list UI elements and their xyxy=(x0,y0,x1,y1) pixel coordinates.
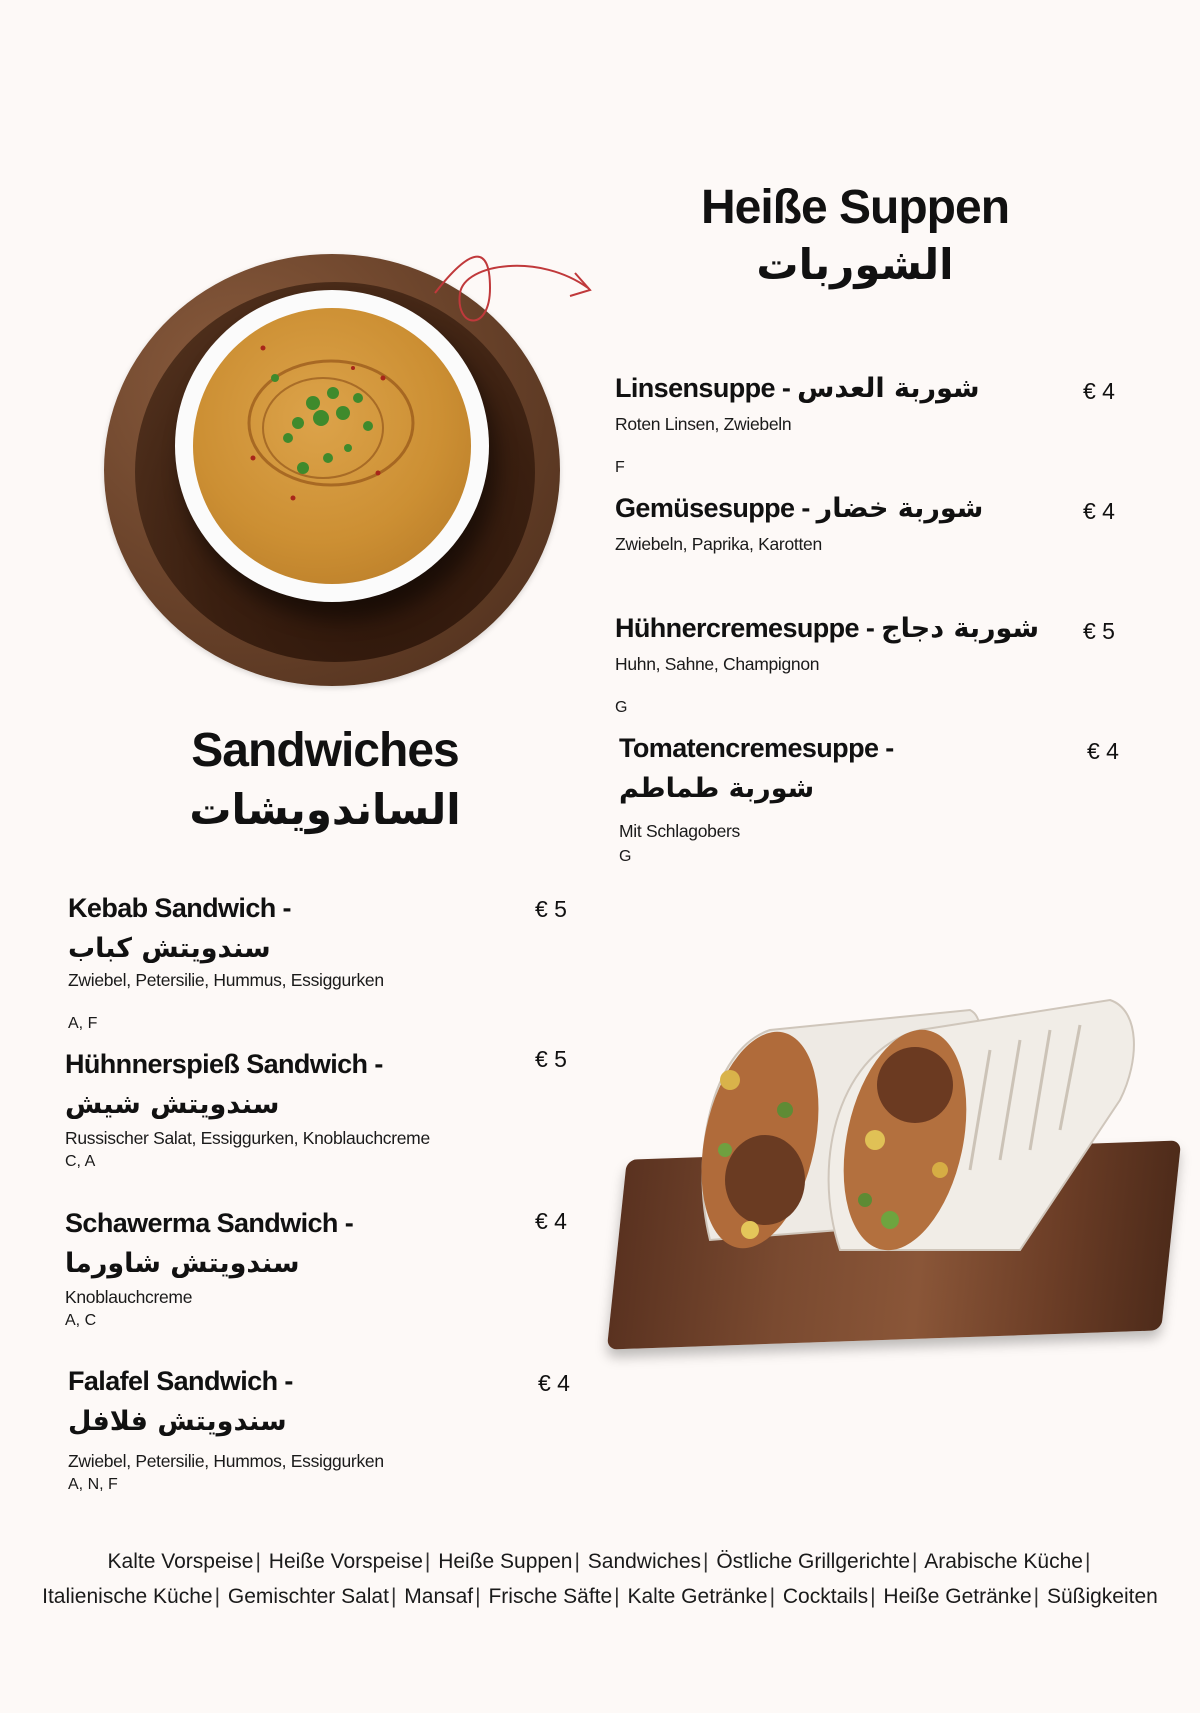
sandwich-item-3-price: € 4 xyxy=(535,1208,567,1234)
nav-link-gemischter-salat[interactable]: Gemischter Salat xyxy=(227,1585,389,1608)
soup-item-4-price: € 4 xyxy=(1087,738,1119,764)
nav-link-kalte-getraenke[interactable]: Kalte Getränke xyxy=(627,1585,768,1608)
category-nav-row-2 xyxy=(0,1585,1200,1609)
sandwiches-title: Sandwiches xyxy=(191,724,459,777)
nav-separator: | xyxy=(390,1585,397,1608)
soup-item-1-name: Linsensuppe - شوربة العدس xyxy=(615,373,980,404)
nav-link-heisse-vorspeise[interactable]: Heiße Vorspeise xyxy=(268,1550,423,1573)
sandwich-item-3-desc: Knoblauchcreme xyxy=(65,1287,193,1307)
soup-item-1-price: € 4 xyxy=(1083,378,1115,404)
soups-title-arabic: الشوربات xyxy=(756,240,954,289)
soup-item-3-desc: Huhn, Sahne, Champignon xyxy=(615,654,820,674)
nav-link-oestliche-grillgerichte[interactable]: Östliche Grillgerichte xyxy=(716,1550,911,1573)
soup-item-4-allergens: G xyxy=(619,848,632,865)
nav-separator: | xyxy=(255,1550,261,1573)
sandwich-item-2-name: Hühnnerspieß Sandwich - xyxy=(65,1049,383,1079)
sandwich-item-1-name-arabic: سندويتش كباب xyxy=(68,933,271,964)
sandwich-item-1-desc: Zwiebel, Petersilie, Hummus, Essiggurken xyxy=(68,970,384,990)
nav-separator: | xyxy=(614,1585,620,1608)
soup-item-1-desc: Roten Linsen, Zwiebeln xyxy=(615,414,792,434)
nav-separator: | xyxy=(870,1585,876,1608)
nav-separator: | xyxy=(703,1550,709,1573)
soup-item-4-name-arabic: شوربة طماطم xyxy=(619,773,815,804)
nav-link-heisse-suppen[interactable]: Heiße Suppen xyxy=(438,1550,573,1573)
soup-item-4-name: Tomatencremesuppe - xyxy=(619,733,894,763)
sandwich-item-2-desc: Russischer Salat, Essiggurken, Knoblauchcreme xyxy=(65,1128,430,1148)
soups-title: Heiße Suppen xyxy=(700,181,1010,234)
soup-item-2-desc: Zwiebeln, Paprika, Karotten xyxy=(615,534,822,554)
sandwich-item-1-price: € 5 xyxy=(535,896,567,922)
soup-item-3-price: € 5 xyxy=(1083,618,1115,644)
nav-link-heisse-getraenke[interactable]: Heiße Getränke xyxy=(883,1585,1032,1608)
nav-separator: | xyxy=(574,1550,580,1573)
category-nav-row-1 xyxy=(0,1550,1200,1574)
kebab-wrap xyxy=(690,990,1150,1270)
sandwich-item-1-allergens: A, F xyxy=(68,1015,98,1032)
nav-separator: | xyxy=(214,1585,221,1608)
soup-item-3-allergens: G xyxy=(615,699,628,716)
nav-separator: | xyxy=(475,1585,481,1608)
nav-separator: | xyxy=(1084,1550,1091,1573)
sandwich-item-2-name-arabic: سندويتش شيش xyxy=(65,1089,280,1120)
nav-link-kalte-vorspeise[interactable]: Kalte Vorspeise xyxy=(107,1550,254,1573)
sandwich-item-4-name-arabic: سندويتش فلافل xyxy=(68,1406,287,1437)
sandwich-item-3-name-arabic: سندويتش شاورما xyxy=(65,1248,300,1279)
sandwich-item-3-allergens: A, C xyxy=(65,1312,97,1329)
soup-item-2-price: € 4 xyxy=(1083,498,1115,524)
nav-link-cocktails[interactable]: Cocktails xyxy=(782,1585,869,1608)
nav-link-sandwiches[interactable]: Sandwiches xyxy=(587,1550,701,1573)
nav-link-italienische-kueche[interactable]: Italienische Küche xyxy=(42,1585,213,1608)
soup-item-1-allergens: F xyxy=(615,459,625,476)
nav-separator: | xyxy=(912,1550,918,1573)
nav-link-suessigkeiten[interactable]: Süßigkeiten xyxy=(1046,1585,1158,1608)
sandwich-item-2-price: € 5 xyxy=(535,1046,567,1072)
nav-link-arabische-kueche[interactable]: Arabische Küche xyxy=(924,1550,1083,1573)
sandwich-item-4-name: Falafel Sandwich - xyxy=(68,1366,293,1396)
soup-item-3-name: Hühnercremesuppe - شوربة دجاج xyxy=(615,613,1040,644)
sandwich-item-2-allergens: C, A xyxy=(65,1153,96,1170)
nav-separator: | xyxy=(424,1550,431,1573)
sandwiches-title-arabic: الساندويشات xyxy=(189,785,461,834)
sandwich-item-1-name: Kebab Sandwich - xyxy=(68,893,291,923)
sandwich-item-4-allergens: A, N, F xyxy=(68,1476,118,1493)
nav-link-frische-saefte[interactable]: Frische Säfte xyxy=(488,1585,613,1608)
nav-separator: | xyxy=(769,1585,776,1608)
curly-arrow-icon xyxy=(430,248,600,358)
sandwich-item-4-price: € 4 xyxy=(538,1370,570,1396)
nav-link-mansaf[interactable]: Mansaf xyxy=(404,1585,474,1608)
sandwich-item-3-name: Schawerma Sandwich - xyxy=(65,1208,354,1238)
nav-separator: | xyxy=(1033,1585,1040,1608)
sandwich-item-4-desc: Zwiebel, Petersilie, Hummos, Essiggurken xyxy=(68,1451,384,1471)
soup-item-4-desc: Mit Schlagobers xyxy=(619,821,740,841)
soup-item-2-name: Gemüsesuppe - شوربة خضار xyxy=(615,493,984,524)
